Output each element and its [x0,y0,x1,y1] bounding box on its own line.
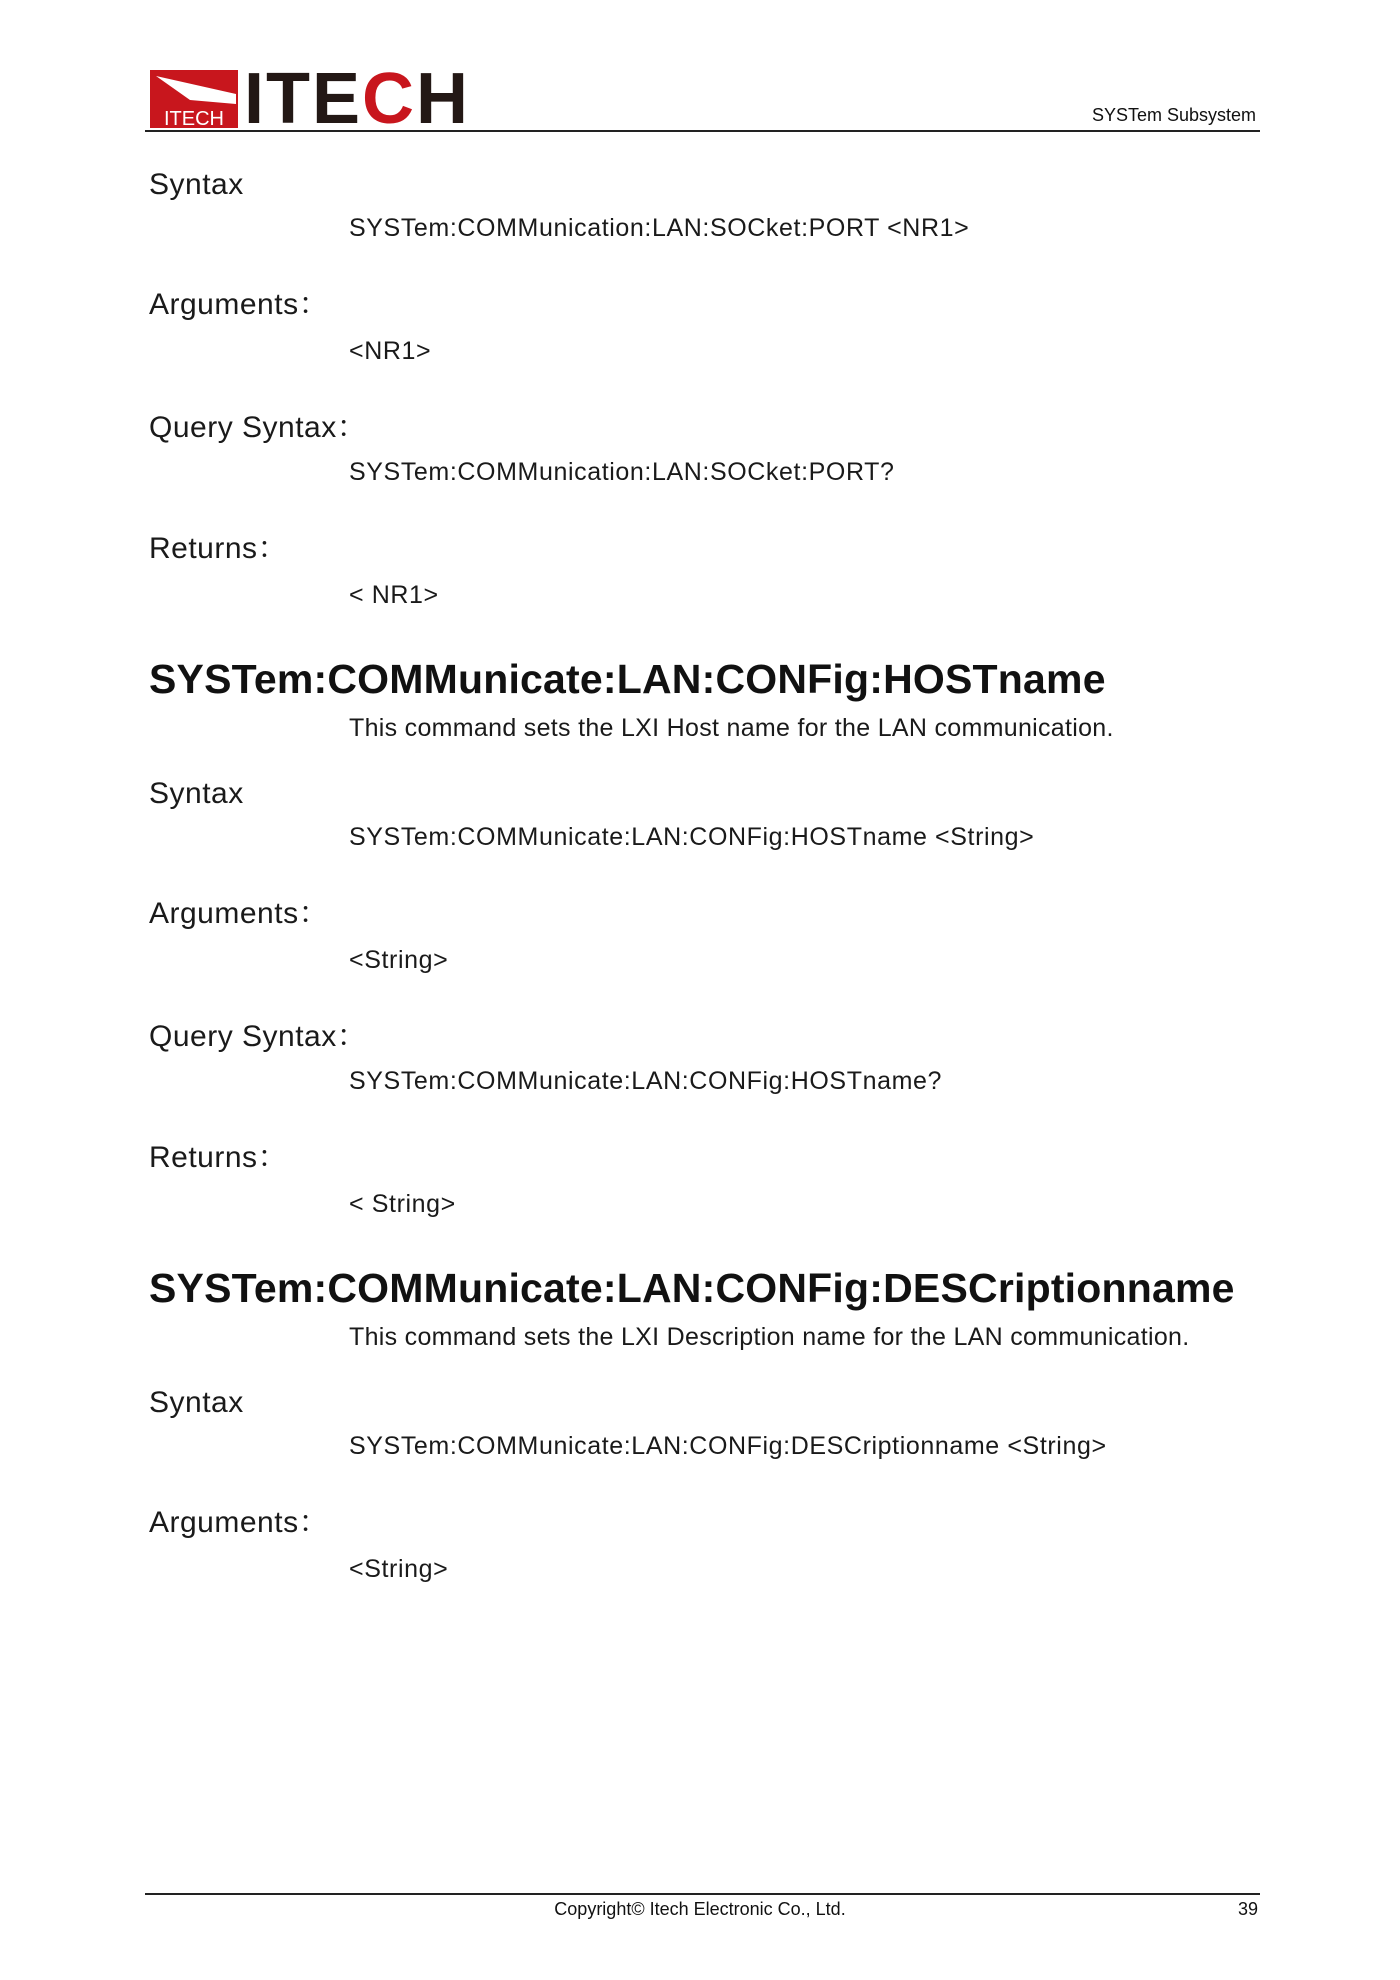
command-heading: SYSTem:COMMunicate:LAN:CONFig:DESCriptionname [149,1265,1235,1311]
arguments-label: Arguments： [149,288,330,321]
itech-logo-mark-icon [150,70,238,128]
syntax-command: SYSTem:COMMunicate:LAN:CONFig:HOSTname <String> [349,823,1035,851]
query-command: SYSTem:COMMunicate:LAN:CONFig:HOSTname? [349,1067,943,1095]
query-syntax-label: Query Syntax： [149,411,368,444]
syntax-label: Syntax [149,168,244,201]
itech-logo [150,59,471,139]
document-body [149,160,1259,1584]
query-command: SYSTem:COMMunication:LAN:SOCket:PORT? [349,458,895,486]
syntax-command: SYSTem:COMMunicate:LAN:CONFig:DESCriptionname <String> [349,1432,1107,1460]
footer-copyright: Copyright© Itech Electronic Co., Ltd. [554,1899,846,1919]
page-number: 39 [1237,1899,1258,1919]
logo-accent-letter: C [362,59,417,139]
arguments-value: <String> [349,946,449,974]
syntax-command: SYSTem:COMMunication:LAN:SOCket:PORT <NR1> [349,214,970,242]
footer-divider [145,1893,1260,1895]
command-description: This command sets the LXI Host name for the LAN communication. [349,714,1114,742]
query-syntax-label: Query Syntax： [149,1020,368,1053]
command-heading: SYSTem:COMMunicate:LAN:CONFig:HOSTname [149,656,1106,702]
command-description: This command sets the LXI Description name for the LAN communication. [349,1323,1190,1351]
arguments-value: <NR1> [349,337,432,365]
header-section-title: SYSTem Subsystem [1091,105,1256,125]
page-header [145,59,1260,139]
returns-value: < NR1> [349,581,439,609]
returns-label: Returns： [149,1141,289,1174]
arguments-label: Arguments： [149,1506,330,1539]
arguments-value: <String> [349,1555,449,1583]
arguments-label: Arguments： [149,897,330,930]
logo-wordmark: ITECH [244,59,471,139]
returns-value: < String> [349,1190,456,1218]
svg-text:ITECH: ITECH [164,108,224,128]
syntax-label: Syntax [149,1386,244,1419]
syntax-label: Syntax [149,777,244,810]
returns-label: Returns： [149,532,289,565]
